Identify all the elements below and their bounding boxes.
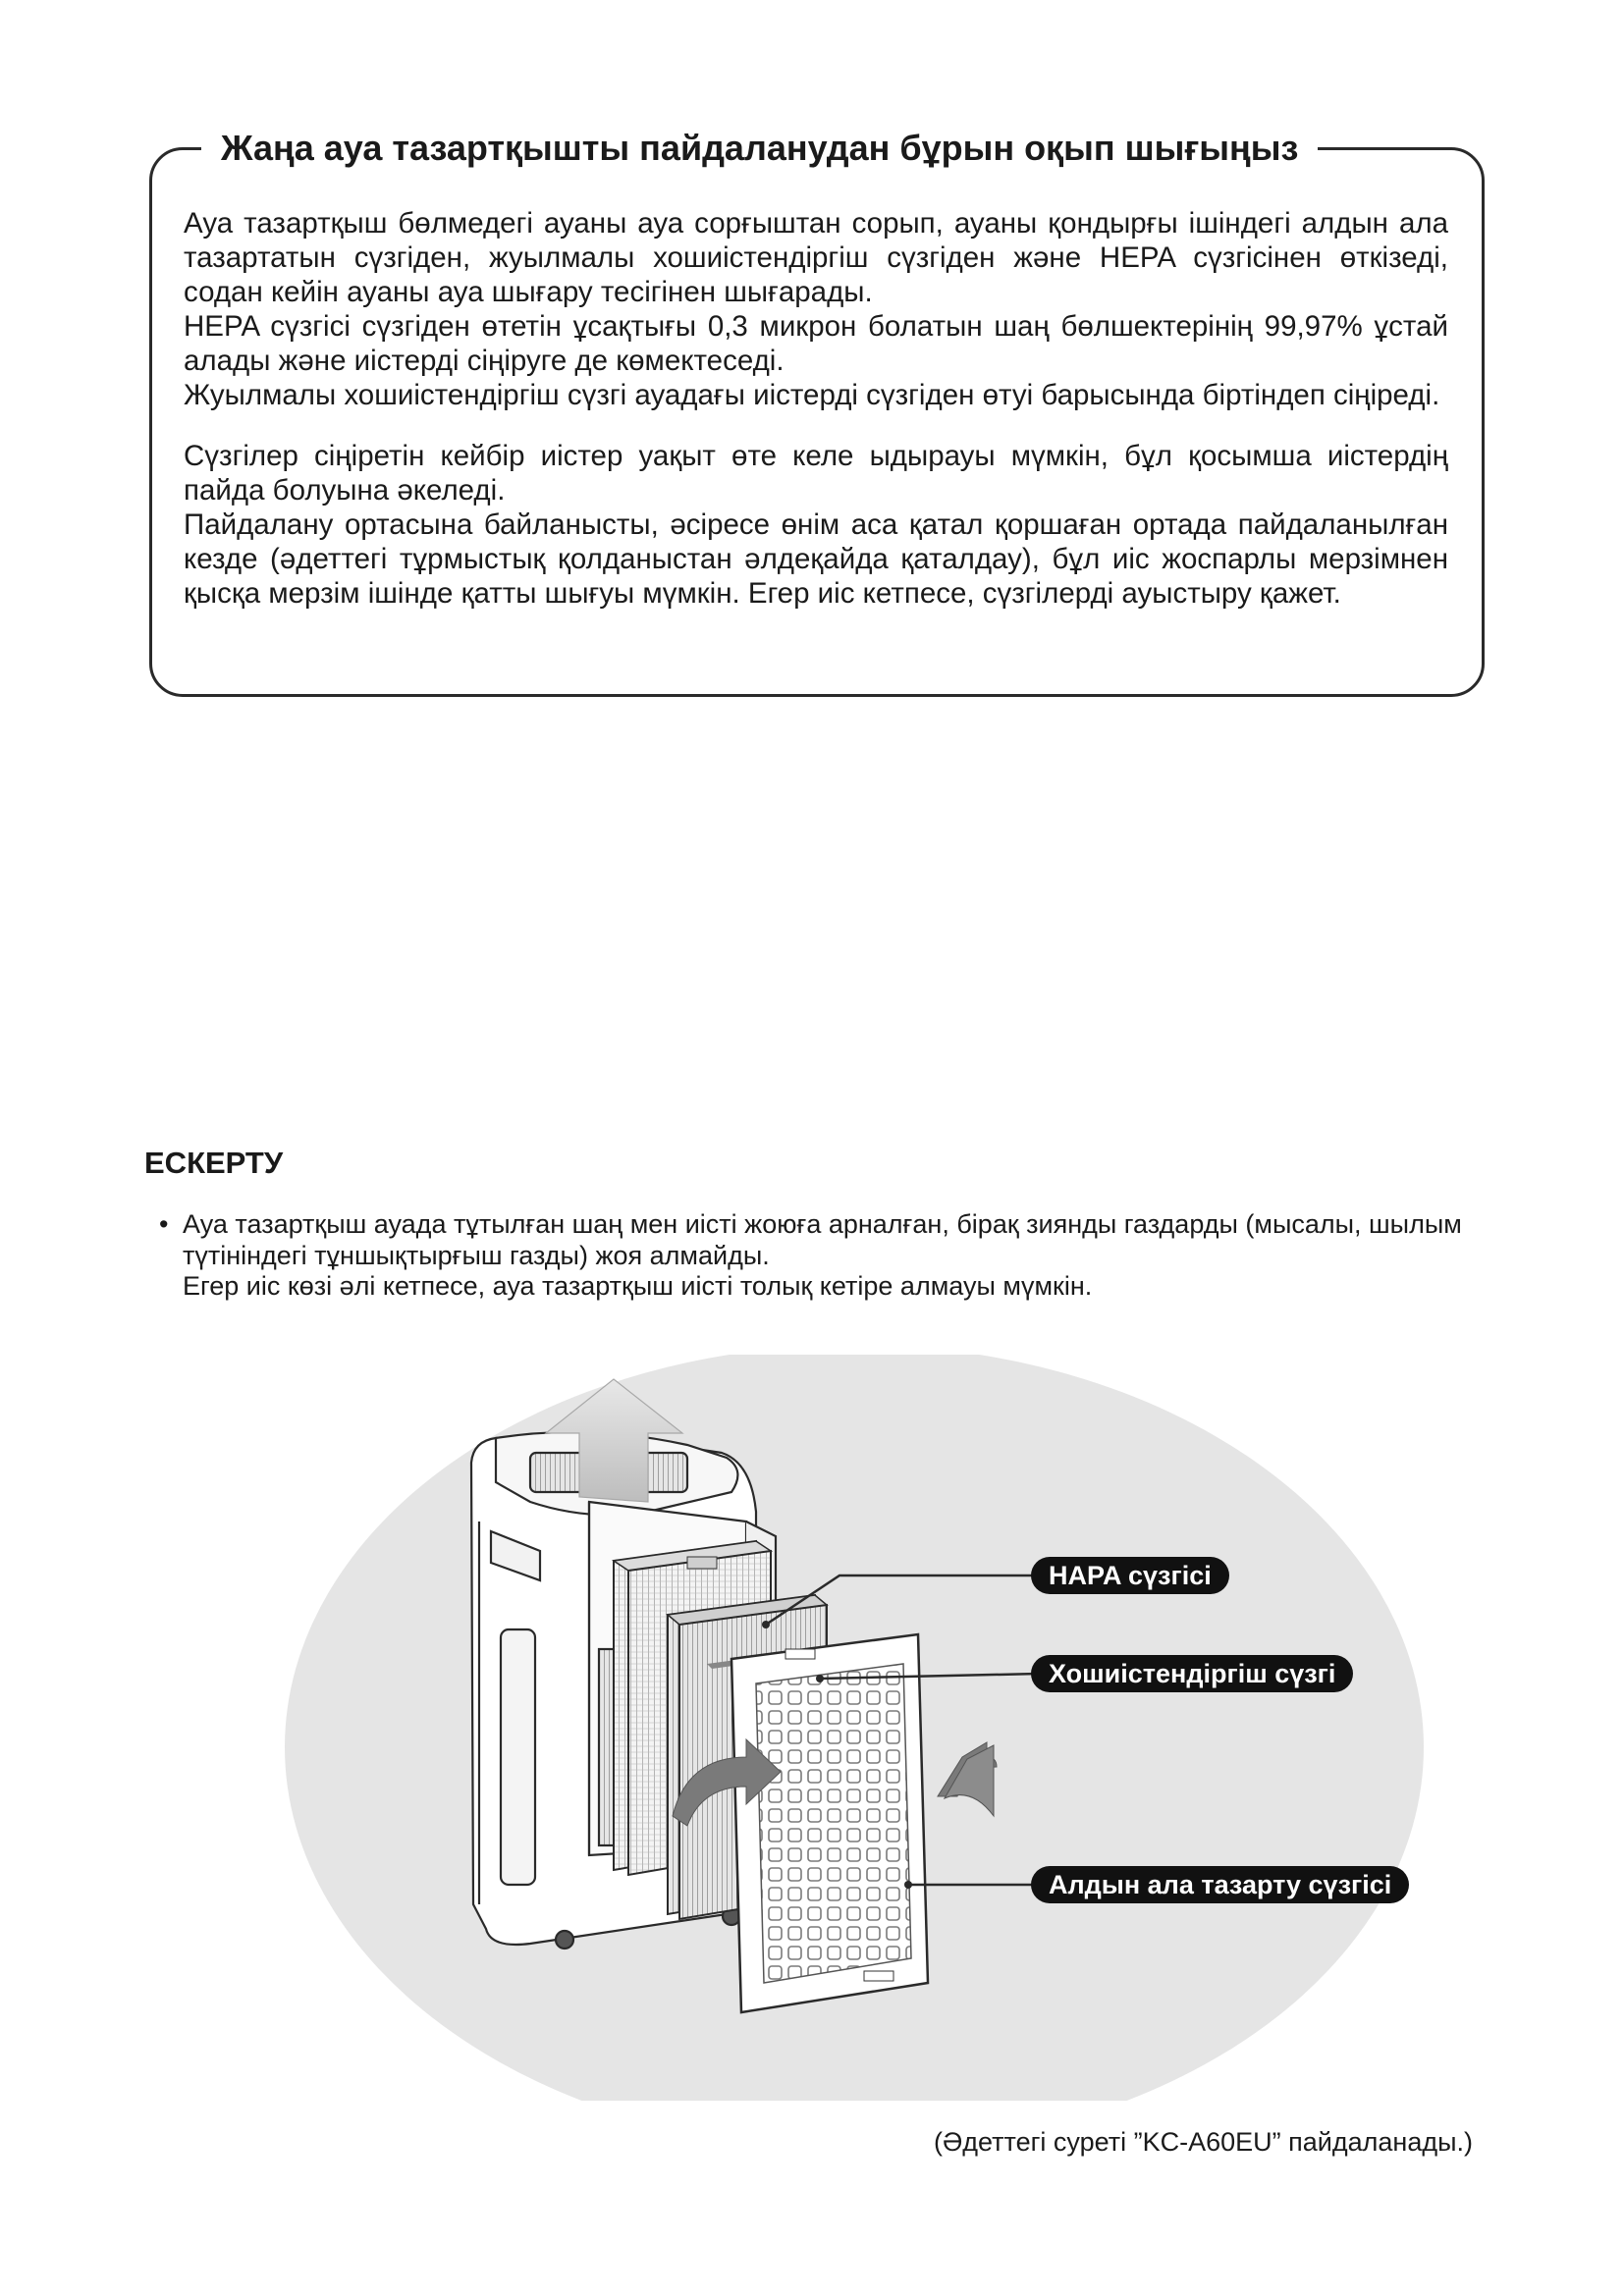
warning-item: [159, 1209, 1534, 1303]
notice-paragraph: Сүзгілер сіңіретін кейбір иістер уақыт өте келе ыдырауы мүмкін, бұл қосымша иістердің пайда болуына әкеледі.: [184, 440, 1448, 507]
notice-paragraph: HEPA сүзгісі сүзгіден өтетін ұсақтығы 0,3 микрон болатын шаң бөлшектерінің 99,97% ұстай алады және иістерді сіңіруге де көмектеседі.: [184, 310, 1448, 377]
notice-paragraph: Ауа тазартқыш бөлмедегі ауаны ауа сорғыштан сорып, ауаны қондырғы ішіндегі алдын ала тазартатын сүзгіден, жуылмалы хошиістендіргіш сүзгіден және HEPA сүзгісінен өткізеді, содан кейін ауаны ауа шығару тесігінен шығарады.: [184, 207, 1448, 308]
pre-filter-label: Алдын ала тазарту сүзгісі: [1031, 1866, 1409, 1903]
warning-text: Егер иіс көзі әлі кетпесе, ауа тазартқыш иісті толық кетіре алмауы мүмкін.: [183, 1271, 1093, 1301]
notice-paragraph: Пайдалану ортасына байланысты, әсіресе өнім аса қатал қоршаған ортада пайдаланылған кезде (әдеттегі тұрмыстық қолданыстан әлдеқайда қаталдау), бұл иіс жоспарлы мерзімнен қысқа мерзім ішінде қатты шығуы мүмкін. Егер иіс кетпесе, сүзгілерді ауыстыру қажет.: [184, 508, 1448, 610]
hepa-filter-label: HAPA сүзгісі: [1031, 1557, 1229, 1594]
bullet-icon: •: [159, 1209, 169, 1239]
notice-title: Жаңа ауа тазартқышты пайдаланудан бұрын оқып шығыңыз: [201, 123, 1318, 174]
deodorizing-filter-label: Хошиістендіргіш сүзгі: [1031, 1655, 1353, 1692]
notice-body: [184, 206, 1448, 611]
warning-text: Ауа тазартқыш ауада тұтылған шаң мен иісті жоюға арналған, бірақ зиянды газдарды (мысалы, шылым түтініндегі тұншықтырғыш газды) жоя алмайды.: [183, 1209, 1462, 1270]
notice-paragraph: Жуылмалы хошиістендіргіш сүзгі ауадағы иістерді сүзгіден өтуі барысында біртіндеп сіңіреді.: [184, 379, 1440, 411]
warning-heading: ЕСКЕРТУ: [144, 1146, 284, 1180]
pre-filter: [707, 1634, 928, 2012]
figure-caption: (Әдеттегі суреті ”KC-A60EU” пайдаланады.): [933, 2127, 1473, 2157]
filter-diagram: [0, 1355, 1624, 2101]
